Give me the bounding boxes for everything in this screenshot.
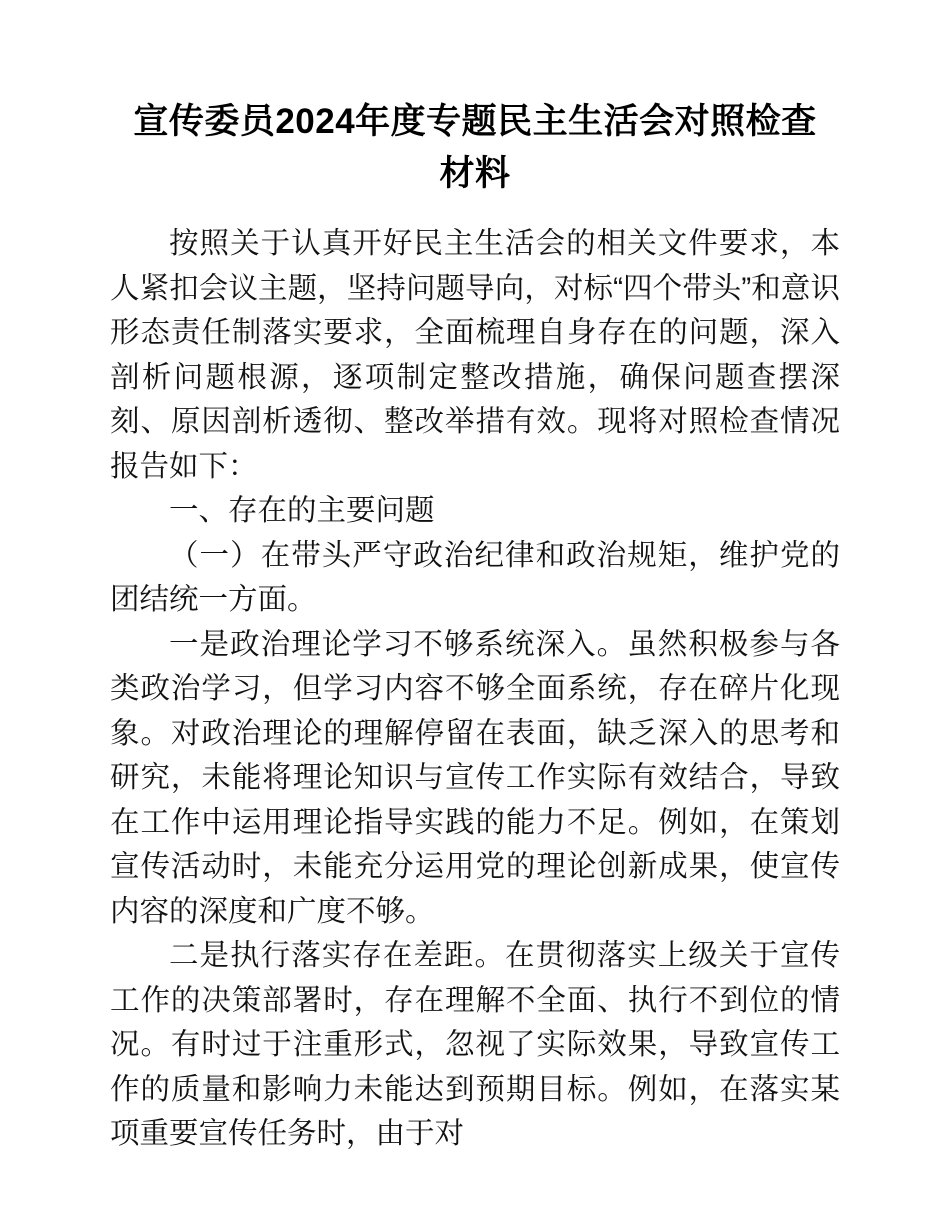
subsection-heading-one: （一）在带头严守政治纪律和政治规矩，维护党的团结统一方面。: [110, 538, 840, 616]
intro-paragraph: 按照关于认真开好民主生活会的相关文件要求，本人紧扣会议主题，坚持问题导向，对标“四个带头”和意识形态责任制落实要求，全面梳理自身存在的问题，深入剖析问题根源，逐项制定整改措施，确保问题查摆深刻、原因剖析透彻、整改举措有效。现将对照检查情况报告如下：: [110, 227, 840, 483]
document-body: [110, 0, 840, 1157]
document-title: 宣传委员2024年度专题民主生活会对照检查材料: [133, 102, 817, 193]
body-paragraph-point-one: 一是政治理论学习不够系统深入。虽然积极参与各类政治学习，但学习内容不够全面系统，存在碎片化现象。对政治理论的理解停留在表面，缺乏深入的思考和研究，未能将理论知识与宣传工作实际有效结合，导致在工作中运用理论指导实践的能力不足。例如，在策划宣传活动时，未能充分运用党的理论创新成果，使宣传内容的深度和广度不够。: [110, 627, 840, 928]
section-heading-one: 一、存在的主要问题: [169, 494, 435, 527]
body-paragraph-point-two: 二是执行落实存在差距。在贯彻落实上级关于宣传工作的决策部署时，存在理解不全面、执行不到位的情况。有时过于注重形式，忽视了实际效果，导致宣传工作的质量和影响力未能达到预期目标。例如，在落实某项重要宣传任务时，由于对: [110, 939, 840, 1150]
